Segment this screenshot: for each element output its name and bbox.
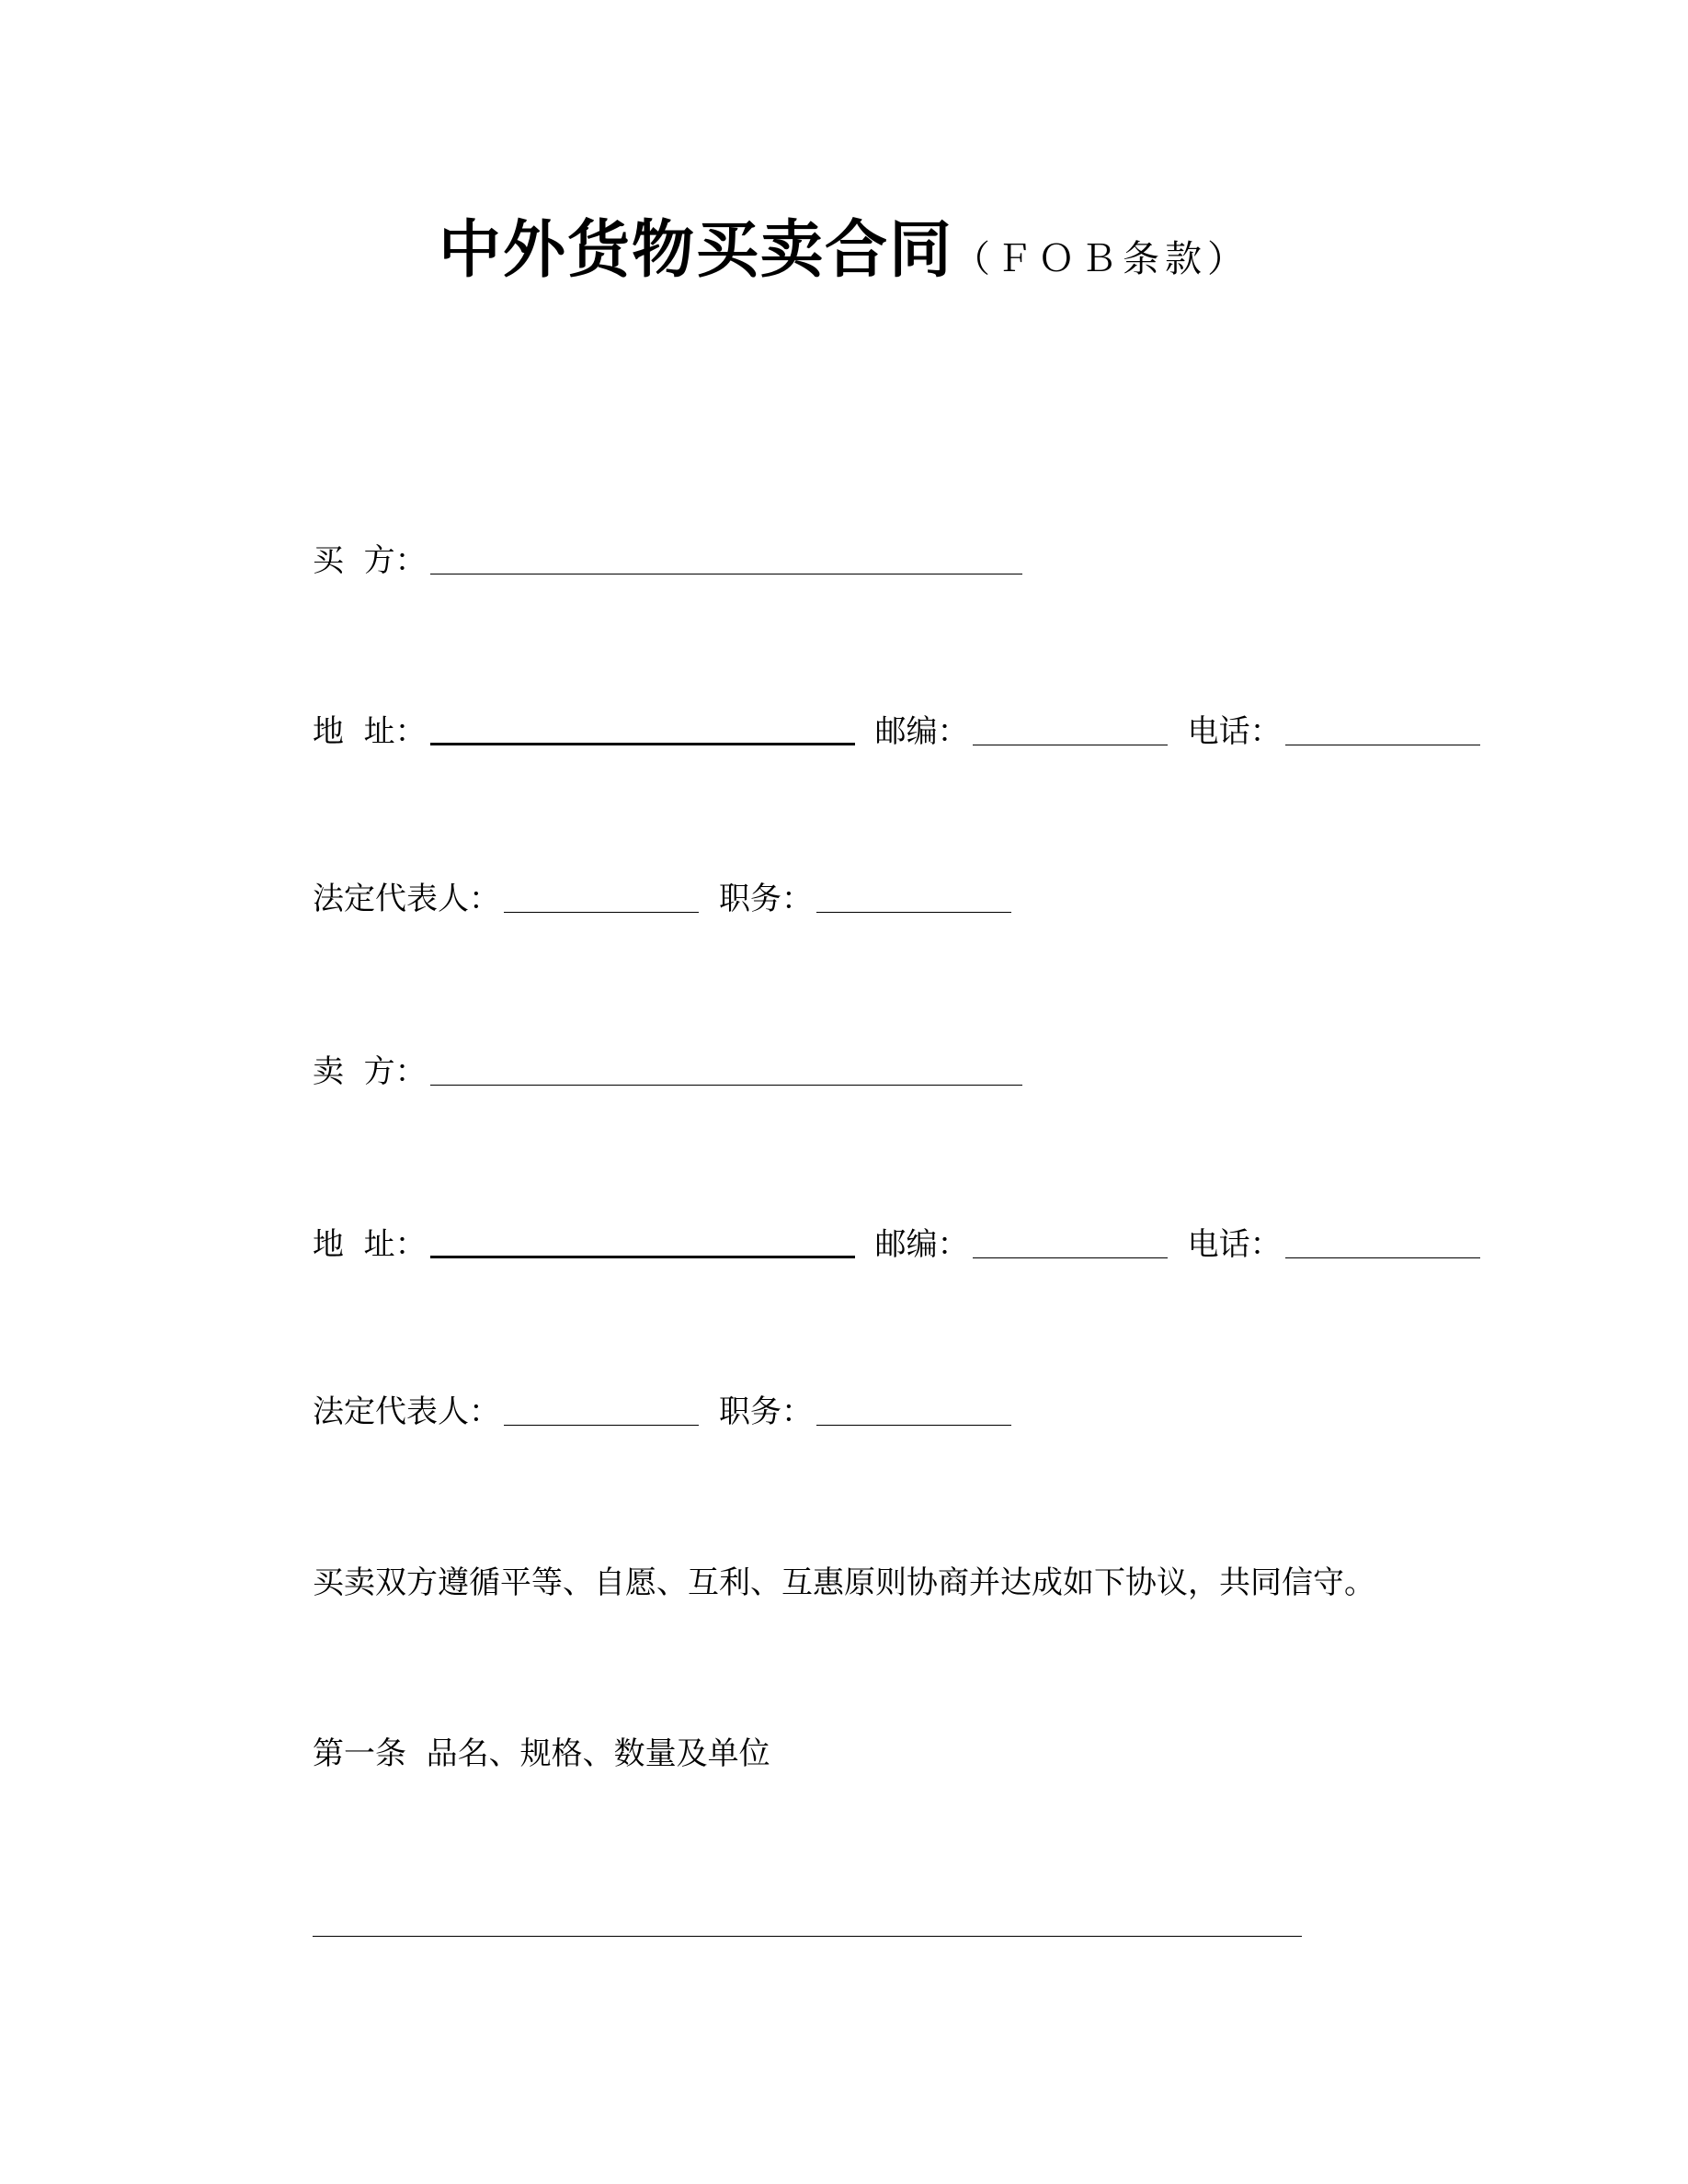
seller-postcode-label: 邮编： [874,1226,969,1263]
buyer-position-label: 职务： [719,881,813,917]
seller-phone-blank[interactable] [1285,1224,1480,1258]
seller-postcode-blank[interactable] [973,1224,1168,1258]
seller-position-blank[interactable] [816,1392,1011,1426]
seller-address-label: 地 址： [313,1226,427,1263]
seller-legal-rep-label: 法定代表人： [313,1393,500,1430]
seller-address-blank[interactable] [430,1223,855,1258]
article-1-fill-line[interactable] [313,1936,1302,1937]
seller-legal-rep-row [313,1392,1011,1432]
seller-name-label: 卖 方： [313,1053,427,1090]
title-suffix: （ＦＯＢ条款） [953,238,1249,280]
buyer-name-blank[interactable] [430,540,1022,574]
buyer-name-label: 买 方： [313,542,427,579]
buyer-phone-blank[interactable] [1285,711,1480,745]
seller-address-row [313,1223,1480,1265]
buyer-postcode-blank[interactable] [973,711,1168,745]
seller-position-label: 职务： [719,1393,813,1430]
buyer-phone-label: 电话： [1187,713,1282,750]
seller-name-row [313,1052,1022,1092]
seller-phone-label: 电话： [1187,1226,1282,1263]
buyer-address-row [313,710,1480,752]
buyer-address-label: 地 址： [313,713,427,750]
buyer-address-blank[interactable] [430,710,855,745]
buyer-position-blank[interactable] [816,879,1011,913]
buyer-postcode-label: 邮编： [874,713,969,750]
article-1-heading: 第一条 品名、规格、数量及单位 [313,1735,770,1772]
document-title [0,200,1688,290]
preamble-paragraph: 买卖双方遵循平等、自愿、互利、互惠原则协商并达成如下协议，共同信守。 [313,1564,1375,1601]
buyer-name-row [313,540,1022,581]
buyer-legal-rep-blank[interactable] [504,879,699,913]
buyer-legal-rep-row [313,879,1011,919]
seller-legal-rep-blank[interactable] [504,1392,699,1426]
seller-name-blank[interactable] [430,1052,1022,1086]
title-main: 中外货物买卖合同 [438,214,953,287]
buyer-legal-rep-label: 法定代表人： [313,881,500,917]
